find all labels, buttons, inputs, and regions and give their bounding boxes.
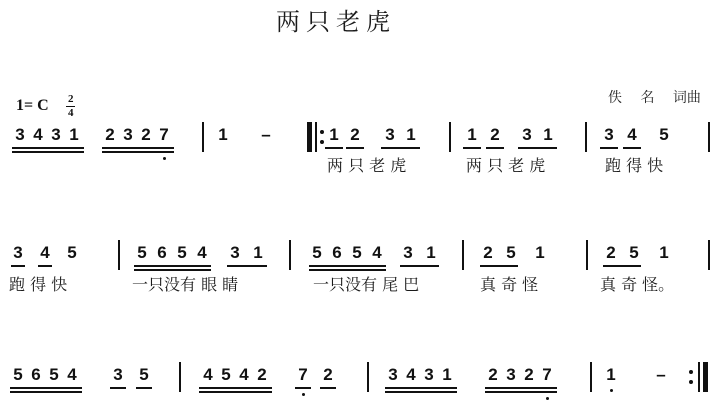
bar-line bbox=[586, 240, 588, 270]
time-signature-top: 2 bbox=[68, 93, 74, 105]
note: 2 bbox=[488, 365, 498, 384]
note: 4 bbox=[372, 243, 382, 262]
note: 1 bbox=[406, 125, 416, 144]
beam-line bbox=[600, 147, 618, 149]
note: 3 bbox=[13, 243, 23, 262]
note: 1 bbox=[659, 243, 669, 262]
note: 5 bbox=[221, 365, 231, 384]
note: 5 bbox=[67, 243, 77, 262]
bar-line bbox=[367, 362, 369, 392]
note: 2 bbox=[141, 125, 151, 144]
beam-line bbox=[381, 147, 420, 149]
beam-line bbox=[486, 147, 504, 149]
beam-line bbox=[309, 269, 386, 271]
bar-line bbox=[708, 240, 710, 270]
lyric-phrase: 跑 得 快 bbox=[605, 156, 664, 175]
beam-line bbox=[295, 387, 311, 389]
note: 5 bbox=[352, 243, 362, 262]
note: 7 bbox=[542, 365, 552, 384]
note: 2 bbox=[606, 243, 616, 262]
note: 4 bbox=[197, 243, 207, 262]
beam-line bbox=[110, 387, 126, 389]
beam-line bbox=[136, 387, 152, 389]
note: 1 bbox=[543, 125, 553, 144]
note: 3 bbox=[604, 125, 614, 144]
beam-line bbox=[623, 147, 641, 149]
note: 6 bbox=[157, 243, 167, 262]
note: 1 bbox=[69, 125, 79, 144]
note: 5 bbox=[506, 243, 516, 262]
lyric-phrase: 跑 得 快 bbox=[9, 275, 68, 294]
lyric-phrase: 一只没有 眼 睛 bbox=[132, 275, 239, 294]
note: 4 bbox=[203, 365, 213, 384]
note: 5 bbox=[312, 243, 322, 262]
note: 7 bbox=[159, 125, 169, 144]
note: 3 bbox=[385, 125, 395, 144]
note: 2 bbox=[490, 125, 500, 144]
beam-line bbox=[10, 391, 82, 393]
note: 2 bbox=[105, 125, 115, 144]
note: 1 bbox=[253, 243, 263, 262]
note: 4 bbox=[239, 365, 249, 384]
note: 3 bbox=[403, 243, 413, 262]
beam-line bbox=[385, 387, 457, 389]
note: 4 bbox=[67, 365, 77, 384]
song-title: 两只老虎 bbox=[276, 8, 396, 36]
beam-line bbox=[309, 265, 386, 267]
note: 1 bbox=[426, 243, 436, 262]
note: 2 bbox=[483, 243, 493, 262]
lyric-phrase: 两 只 老 虎 bbox=[466, 156, 546, 175]
beam-line bbox=[385, 391, 457, 393]
beam-line bbox=[227, 265, 267, 267]
note: 5 bbox=[13, 365, 23, 384]
note: 5 bbox=[659, 125, 669, 144]
bar-line bbox=[590, 362, 592, 392]
note: 3 bbox=[230, 243, 240, 262]
beam-line bbox=[400, 265, 439, 267]
beam-line bbox=[485, 387, 557, 389]
beam-line bbox=[12, 151, 84, 153]
lower-octave-dot bbox=[302, 393, 305, 396]
note: 3 bbox=[506, 365, 516, 384]
beam-line bbox=[134, 269, 211, 271]
beam-line bbox=[320, 387, 336, 389]
lyric-phrase: 真 奇 怪 bbox=[480, 275, 539, 294]
note: 1 bbox=[442, 365, 452, 384]
bar-line bbox=[179, 362, 181, 392]
beam-line bbox=[10, 387, 82, 389]
beam-line bbox=[480, 265, 518, 267]
beam-line bbox=[199, 387, 272, 389]
note: 4 bbox=[627, 125, 637, 144]
note: 5 bbox=[177, 243, 187, 262]
note: 2 bbox=[323, 365, 333, 384]
repeat-start-thick-bar bbox=[307, 122, 312, 152]
lyric-phrase: 真 奇 怪。 bbox=[600, 275, 675, 294]
time-signature-bottom: 4 bbox=[68, 107, 74, 119]
note: 4 bbox=[40, 243, 50, 262]
repeat-dot bbox=[320, 140, 324, 144]
beam-line bbox=[102, 151, 174, 153]
beam-line bbox=[485, 391, 557, 393]
note: 3 bbox=[51, 125, 61, 144]
note: 5 bbox=[139, 365, 149, 384]
beam-line bbox=[134, 265, 211, 267]
hold-dash: – bbox=[656, 365, 666, 384]
repeat-end-thick-bar bbox=[703, 362, 708, 392]
beam-line bbox=[11, 265, 25, 267]
credit: 佚 名 词曲 bbox=[608, 90, 701, 106]
note: 1 bbox=[606, 365, 616, 384]
lower-octave-dot bbox=[163, 157, 166, 160]
hold-dash: – bbox=[261, 125, 271, 144]
bar-line bbox=[202, 122, 204, 152]
beam-line bbox=[38, 265, 52, 267]
bar-line bbox=[462, 240, 464, 270]
bar-line bbox=[585, 122, 587, 152]
bar-line bbox=[708, 122, 710, 152]
note: 7 bbox=[298, 365, 308, 384]
lower-octave-dot bbox=[546, 397, 549, 400]
key-signature: 1= C bbox=[16, 97, 49, 114]
beam-line bbox=[102, 147, 174, 149]
note: 2 bbox=[524, 365, 534, 384]
note: 5 bbox=[629, 243, 639, 262]
note: 3 bbox=[424, 365, 434, 384]
note: 6 bbox=[332, 243, 342, 262]
beam-line bbox=[518, 147, 557, 149]
bar-line bbox=[449, 122, 451, 152]
note: 3 bbox=[113, 365, 123, 384]
beam-line bbox=[463, 147, 481, 149]
note: 1 bbox=[329, 125, 339, 144]
beam-line bbox=[199, 391, 272, 393]
note: 3 bbox=[15, 125, 25, 144]
note: 3 bbox=[522, 125, 532, 144]
repeat-start-thin-bar bbox=[315, 122, 317, 152]
lower-octave-dot bbox=[610, 389, 613, 392]
note: 1 bbox=[467, 125, 477, 144]
note: 4 bbox=[33, 125, 43, 144]
note: 5 bbox=[137, 243, 147, 262]
note: 4 bbox=[406, 365, 416, 384]
repeat-dot bbox=[689, 370, 693, 374]
bar-line bbox=[289, 240, 291, 270]
note: 2 bbox=[350, 125, 360, 144]
repeat-dot bbox=[320, 130, 324, 134]
note: 3 bbox=[123, 125, 133, 144]
note: 3 bbox=[388, 365, 398, 384]
note: 1 bbox=[218, 125, 228, 144]
beam-line bbox=[346, 147, 364, 149]
note: 5 bbox=[49, 365, 59, 384]
note: 2 bbox=[257, 365, 267, 384]
beam-line bbox=[325, 147, 343, 149]
lyric-phrase: 两 只 老 虎 bbox=[327, 156, 407, 175]
note: 1 bbox=[535, 243, 545, 262]
repeat-end-thin-bar bbox=[698, 362, 700, 392]
note: 6 bbox=[31, 365, 41, 384]
repeat-dot bbox=[689, 380, 693, 384]
lyric-phrase: 一只没有 尾 巴 bbox=[313, 275, 420, 294]
beam-line bbox=[603, 265, 641, 267]
bar-line bbox=[118, 240, 120, 270]
beam-line bbox=[12, 147, 84, 149]
